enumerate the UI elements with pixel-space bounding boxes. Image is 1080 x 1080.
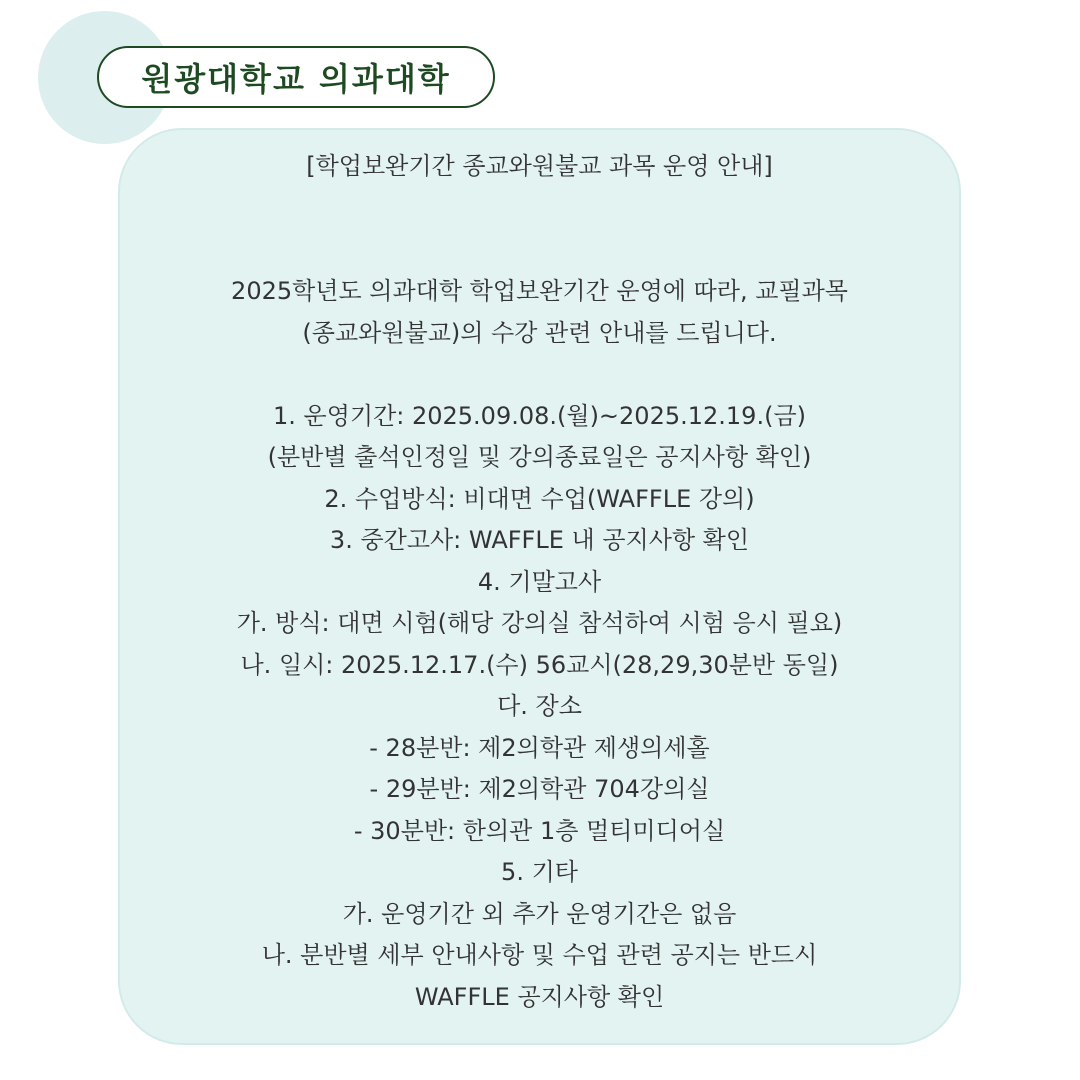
item-etc-notice: 나. 분반별 세부 안내사항 및 수업 관련 공지는 반드시	[261, 941, 818, 969]
header-badge	[97, 46, 495, 108]
item-etc: 5. 기타	[501, 858, 578, 886]
item-place-28: - 28분반: 제2의학관 제생의세홀	[369, 733, 710, 762]
item-place-29: - 29분반: 제2의학관 704강의실	[369, 775, 710, 803]
school-title: 원광대학교 의과대학	[141, 60, 451, 98]
item-place-30: - 30분반: 한의관 1층 멀티미디어실	[353, 816, 726, 845]
paragraph-gap	[120, 354, 959, 396]
item-final-place: 다. 장소	[497, 692, 582, 720]
intro-line: (종교와원불교)의 수강 관련 안내를 드립니다.	[302, 318, 777, 347]
item-final-method: 가. 방식: 대면 시험(해당 강의실 참석하여 시험 응시 필요)	[236, 609, 843, 637]
item-operation-note: (분반별 출석인정일 및 강의종료일은 공지사항 확인)	[267, 443, 812, 471]
item-class-method: 2. 수업방식: 비대면 수업(WAFFLE 강의)	[324, 484, 755, 513]
notice-card	[118, 128, 961, 1045]
intro-line: 2025학년도 의과대학 학업보완기간 운영에 따라, 교필과목	[231, 277, 848, 305]
item-final-date: 나. 일시: 2025.12.17.(수) 56교시(28,29,30분반 동일)	[240, 650, 839, 679]
item-midterm: 3. 중간고사: WAFFLE 내 공지사항 확인	[329, 526, 750, 554]
notice-body	[120, 271, 959, 1018]
notice-title: [학업보완기간 종교와원불교 과목 운영 안내]	[306, 152, 773, 180]
item-etc-notice-cont: WAFFLE 공지사항 확인	[414, 982, 665, 1011]
item-operation-period: 1. 운영기간: 2025.09.08.(월)~2025.12.19.(금)	[273, 401, 806, 430]
item-etc-extra-period: 가. 운영기간 외 추가 운영기간은 없음	[342, 899, 737, 928]
item-final-exam: 4. 기말고사	[477, 567, 602, 596]
